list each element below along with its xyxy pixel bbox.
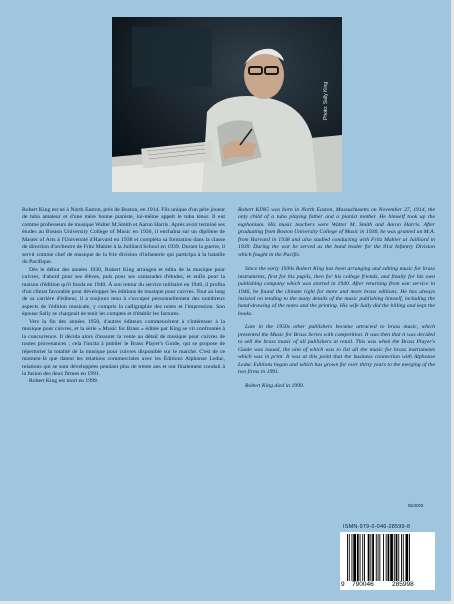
english-paragraph: Late in the 1950s other publishers became attracted to brass music, which presented the Music for Brass Series with competition. It was then that it was decided to sell the brass music of all publishers at retail. This was when the Brass Player's Guide was issued, the aim of which was to list all the music for brass instruments which was in print. It was at this point that the business connection with Alphonse Leduc Editions began and which has grown for over thirty years to the merging of the two firms in 1991. [238,324,435,376]
barcode-left-digits: 790046 [352,581,374,588]
english-biography [238,207,435,396]
english-paragraph: Robert KING was born in North Easton, Massachusetts on November 27, 1914, the only child of a tuba playing father and a pianist mother. He himself took up the euphonium. His music teachers were Walter M. Smith and Aaron Harris. After graduating from Boston University College of Music in 1936, he was granted an M.A. from Harvard in 1938 and also studied conducting with Fritz Mahler at Juilliard in 1939. During the war he served as the band leader for the 81st Infantry Division which fought in the Pacific. [238,207,435,258]
print-code: 05/2003 [408,503,424,508]
barcode-bars-icon [347,534,429,581]
english-paragraph: Robert King died in 1999. [245,382,305,389]
french-paragraph: Dès le début des années 1930, Robert King arrangea et édita de la musique pour cuivres, d'abord pour ses élèves, puis pour ses camarades d'études, et enfin pour la maison d'édition qu'il fonda en 1940. À son retour du service militaire en 1946, il profita d'un climat favorable pour développer les éditions de musique pour cuivres. Tout au long de sa carrière d'éditeur, il a toujours tenu à s'occuper personnellement des nombreux aspects de l'édition musicale, y compris la calligraphie des notes et l'impression. Son épouse Sally se chargeait de tenir les comptes et d'établir les factures. [22,266,225,318]
french-biography [22,207,225,386]
photo-credit: Photo: Sally King [323,81,329,120]
french-paragraph: Robert King est né à North Easton, près de Boston, en 1914. Fils unique d'un père joueur de tuba amateur et d'une mère bonne pianiste, lui-même appelt le tuba ténor. Il eut comme professeurs de musique Walter M.Smith et Aaron Harris. Après avoir terminé ses études au Boston University College of Music en 1936, il enchaîna sur un diplôme de Master of Arts à l'Université d'Harvard en 1938 et compléta sa formation dans la classe de direction d'orchestre de Fritz Mahler à la Juilliard School en 1939. Durant la guerre, il servit comme chef de musique de la 81e division d'infanterie qui participa à la bataille du Pacifique. [22,207,225,266]
barcode-right-digits: 285998 [392,581,414,588]
photo-illustration [112,17,342,192]
english-paragraph: Since the early 1930s Robert King has been arranging and editing music for brass instruments, first for his pupils, then for his college friends, and finally for his own publishing company which was started in 1940. After returning from war service in 1946, he found the climate right for more and more brass editions. He has always insisted on tending to the many details of the music publishing himself, including the hand-drawing of the notes and the printing. His wife Sally did the billing and kept the books. [238,266,435,317]
french-paragraph: Robert King est mort en 1999. [29,378,99,385]
barcode-lead-digit: 9 [341,581,345,588]
photo-of-robert-king [112,17,342,192]
ismn-number: ISMN-979-0-046-28599-8 [343,524,411,530]
french-paragraph: Vers la fin des années 1950, d'autres éditeurs commencèrent à s'intéresser à la musique pour cuivres, et la série « Music for Brass » éditée par King se vit confrontée à la concurrence. Il décida alors d'assurer la vente au détail de musique pour cuivres de toutes provenances ; cela l'incita à publier le Brass Player's Guide, qui se propose de répertorier la totalité de la musique pour cuivres disponible sur le marché. C'est de ce moment-là que datent les relations commerciales avec les Éditions Alphonse Leduc, relations qui se sont développées pendant plus de trente ans et ont finalement conduit à la fusion des deux firmes en 1991. [22,318,225,377]
barcode [340,532,435,590]
